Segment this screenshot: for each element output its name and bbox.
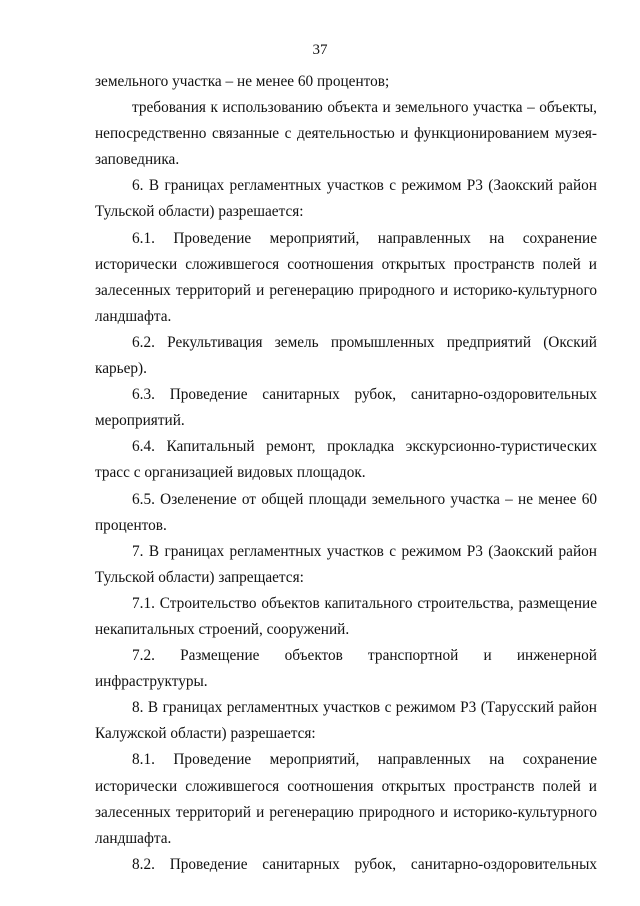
paragraph: 7. В границах регламентных участков с режимом Р3 (Заокский район Тульской области) запрещается: xyxy=(95,542,597,586)
paragraph: 6. В границах регламентных участков с режимом Р3 (Заокский район Тульской области) разрешается: xyxy=(95,177,597,221)
paragraph: 8. В границах регламентных участков с режимом Р3 (Тарусский район Калужской области) разрешается: xyxy=(95,699,597,743)
paragraph-last-line: 8.2. Проведение санитарных рубок, санитарно-оздоровительных xyxy=(132,855,597,873)
page-number: 37 xyxy=(312,42,328,58)
paragraph: 6.5. Озеленение от общей площади земельного участка – не менее 60 процентов. xyxy=(95,490,597,534)
paragraph: 6.4. Капитальный ремонт, прокладка экскурсионно-туристических трасс с организацией видовых площадок. xyxy=(95,438,597,482)
paragraph: 6.1. Проведение мероприятий, направленных на сохранение исторически сложившегося соотношения открытых пространств полей и залесенных территорий и регенерацию природного и историко-культурного ландшафта. xyxy=(95,229,597,325)
document-body xyxy=(95,69,597,878)
paragraph: 7.2. Размещение объектов транспортной и инженерной инфраструктуры. xyxy=(95,647,597,691)
paragraph: 6.3. Проведение санитарных рубок, санитарно-оздоровительных мероприятий. xyxy=(95,386,597,430)
paragraph: 6.2. Рекультивация земель промышленных предприятий (Окский карьер). xyxy=(95,333,597,378)
paragraph: земельного участка – не менее 60 процентов; xyxy=(95,73,390,90)
paragraph: 7.1. Строительство объектов капитального строительства, размещение некапитальных строений, сооружений. xyxy=(95,594,597,638)
paragraph: 8.1. Проведение мероприятий, направленных на сохранение исторически сложившегося соотношения открытых пространств полей и залесенных территорий и регенерацию природного и историко-культурного ландшафта. xyxy=(95,751,597,847)
paragraph: требования к использованию объекта и земельного участка – объекты, непосредственно связанные с деятельностью и функционированием музея-заповедника. xyxy=(95,99,597,169)
